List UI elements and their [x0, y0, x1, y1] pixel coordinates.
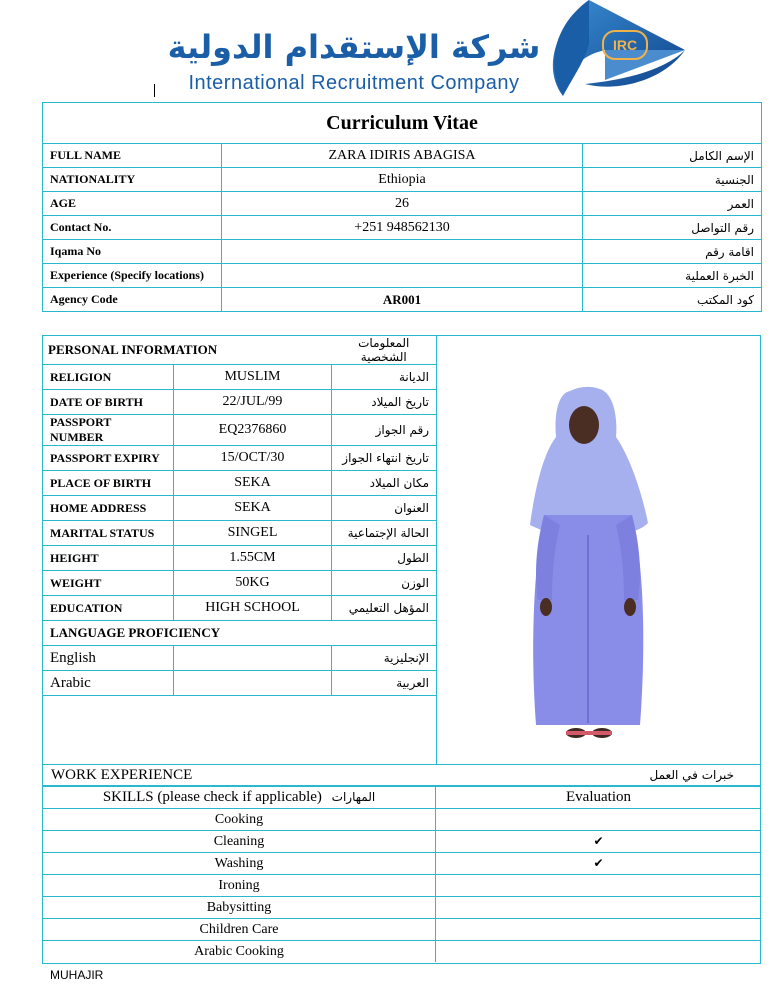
skill-name: Cooking	[43, 809, 436, 831]
text-cursor	[154, 84, 155, 97]
skill-name: Babysitting	[43, 897, 436, 919]
work-experience-label: WORK EXPERIENCE	[51, 767, 193, 783]
dob-label: DATE OF BIRTH	[43, 390, 174, 415]
nationality-label: NATIONALITY	[43, 168, 222, 192]
table-row	[43, 390, 436, 415]
age-value: 26	[222, 192, 583, 216]
footer-text: MUHAJIR	[50, 968, 104, 982]
education-label: EDUCATION	[43, 596, 174, 621]
home-address-value: SEKA	[174, 496, 332, 521]
home-address-label-ar: العنوان	[332, 496, 437, 521]
passport-number-value: EQ2376860	[174, 415, 332, 446]
dob-label-ar: تاريخ الميلاد	[332, 390, 437, 415]
language-english-label-ar: الإنجليزية	[332, 646, 437, 671]
marital-status-label-ar: الحالة الإجتماعية	[332, 521, 437, 546]
marital-status-label: MARITAL STATUS	[43, 521, 174, 546]
religion-value: MUSLIM	[174, 365, 332, 390]
skills-table	[43, 786, 761, 962]
iqama-value	[222, 240, 583, 264]
nationality-label-ar: الجنسية	[583, 168, 762, 192]
table-row	[43, 446, 436, 471]
skill-name: Arabic Cooking	[43, 941, 436, 963]
language-arabic-label-ar: العربية	[332, 671, 437, 696]
height-value: 1.55CM	[174, 546, 332, 571]
table-row	[43, 144, 762, 168]
check-mark-icon: ✔	[593, 833, 604, 848]
religion-label-ar: الديانة	[332, 365, 437, 390]
height-label-ar: الطول	[332, 546, 437, 571]
full-name-label: FULL NAME	[43, 144, 222, 168]
weight-label: WEIGHT	[43, 571, 174, 596]
iqama-label: Iqama No	[43, 240, 222, 264]
contact-value: +251 948562130	[222, 216, 583, 240]
place-of-birth-value: SEKA	[174, 471, 332, 496]
logo-arabic-text: شركة الإستقدام الدولية	[167, 28, 541, 66]
contact-label-ar: رقم التواصل	[583, 216, 762, 240]
weight-label-ar: الوزن	[332, 571, 437, 596]
table-row	[43, 571, 436, 596]
skill-evaluation[interactable]	[436, 919, 762, 941]
table-row	[43, 496, 436, 521]
skill-name: Children Care	[43, 919, 436, 941]
skill-evaluation[interactable]	[436, 831, 762, 853]
skills-heading: SKILLS (please check if applicable)	[102, 789, 322, 805]
experience-label-ar: الخبرة العملية	[583, 264, 762, 288]
passport-number-label-ar: رقم الجواز	[332, 415, 437, 446]
work-experience-row	[43, 764, 760, 786]
candidate-photo	[520, 385, 655, 750]
logo-english-text: International Recruitment Company	[188, 72, 520, 94]
table-row	[43, 831, 761, 853]
table-row	[43, 216, 762, 240]
skill-evaluation[interactable]	[436, 809, 762, 831]
language-english-value	[174, 646, 332, 671]
religion-label: RELIGION	[43, 365, 174, 390]
company-logo	[150, 0, 690, 98]
table-row	[43, 897, 761, 919]
table-row	[43, 415, 436, 446]
language-arabic-value	[174, 671, 332, 696]
weight-value: 50KG	[174, 571, 332, 596]
table-row	[43, 853, 761, 875]
home-address-label: HOME ADDRESS	[43, 496, 174, 521]
skill-name: Ironing	[43, 875, 436, 897]
skill-evaluation[interactable]	[436, 853, 762, 875]
iqama-label-ar: اقامة رقم	[583, 240, 762, 264]
education-label-ar: المؤهل التعليمي	[332, 596, 437, 621]
experience-value	[222, 264, 583, 288]
contact-label: Contact No.	[43, 216, 222, 240]
table-row	[43, 919, 761, 941]
marital-status-value: SINGEL	[174, 521, 332, 546]
full-name-label-ar: الإسم الكامل	[583, 144, 762, 168]
agency-code-label: Agency Code	[43, 288, 222, 312]
passport-expiry-label: PASSPORT EXPIRY	[43, 446, 174, 471]
place-of-birth-label-ar: مكان الميلاد	[332, 471, 437, 496]
cv-title: Curriculum Vitae	[43, 103, 762, 144]
table-row	[43, 875, 761, 897]
table-row	[43, 671, 436, 696]
age-label-ar: العمر	[583, 192, 762, 216]
skills-heading-ar: المهارات	[331, 790, 376, 804]
nationality-value: Ethiopia	[222, 168, 583, 192]
skills-heading-cell	[43, 787, 436, 809]
table-row	[43, 192, 762, 216]
language-proficiency-heading: LANGUAGE PROFICIENCY	[43, 621, 436, 646]
personal-info-table	[43, 336, 436, 696]
logo-badge: IRC	[602, 30, 648, 60]
skill-name: Cleaning	[43, 831, 436, 853]
skill-evaluation[interactable]	[436, 897, 762, 919]
table-row	[43, 596, 436, 621]
passport-number-label: PASSPORT NUMBER	[43, 415, 174, 446]
photo-divider	[436, 335, 437, 764]
agency-code-value: AR001	[222, 288, 583, 312]
full-name-value: ZARA IDIRIS ABAGISA	[222, 144, 583, 168]
evaluation-heading: Evaluation	[436, 787, 762, 809]
personal-info-heading-ar: المعلومات الشخصية	[332, 336, 437, 365]
agency-code-label-ar: كود المكتب	[583, 288, 762, 312]
language-arabic-label: Arabic	[43, 671, 174, 696]
work-experience-label-ar: خبرات في العمل	[649, 768, 734, 782]
table-row	[43, 471, 436, 496]
age-label: AGE	[43, 192, 222, 216]
dob-value: 22/JUL/99	[174, 390, 332, 415]
education-value: HIGH SCHOOL	[174, 596, 332, 621]
experience-label: Experience (Specify locations)	[43, 264, 222, 288]
table-row	[43, 168, 762, 192]
personal-info-heading: PERSONAL INFORMATION	[43, 336, 332, 365]
table-row	[43, 941, 761, 963]
table-row	[43, 288, 762, 312]
passport-expiry-label-ar: تاريخ انتهاء الجواز	[332, 446, 437, 471]
skill-evaluation[interactable]	[436, 941, 762, 963]
passport-expiry-value: 15/OCT/30	[174, 446, 332, 471]
height-label: HEIGHT	[43, 546, 174, 571]
table-row	[43, 365, 436, 390]
language-english-label: English	[43, 646, 174, 671]
skill-name: Washing	[43, 853, 436, 875]
table-row	[43, 809, 761, 831]
table-row	[43, 264, 762, 288]
skill-evaluation[interactable]	[436, 875, 762, 897]
place-of-birth-label: PLACE OF BIRTH	[43, 471, 174, 496]
table-row	[43, 646, 436, 671]
table-row	[43, 521, 436, 546]
table-row	[43, 546, 436, 571]
table-row	[43, 240, 762, 264]
check-mark-icon: ✔	[593, 855, 604, 870]
cv-summary-table	[42, 102, 762, 312]
